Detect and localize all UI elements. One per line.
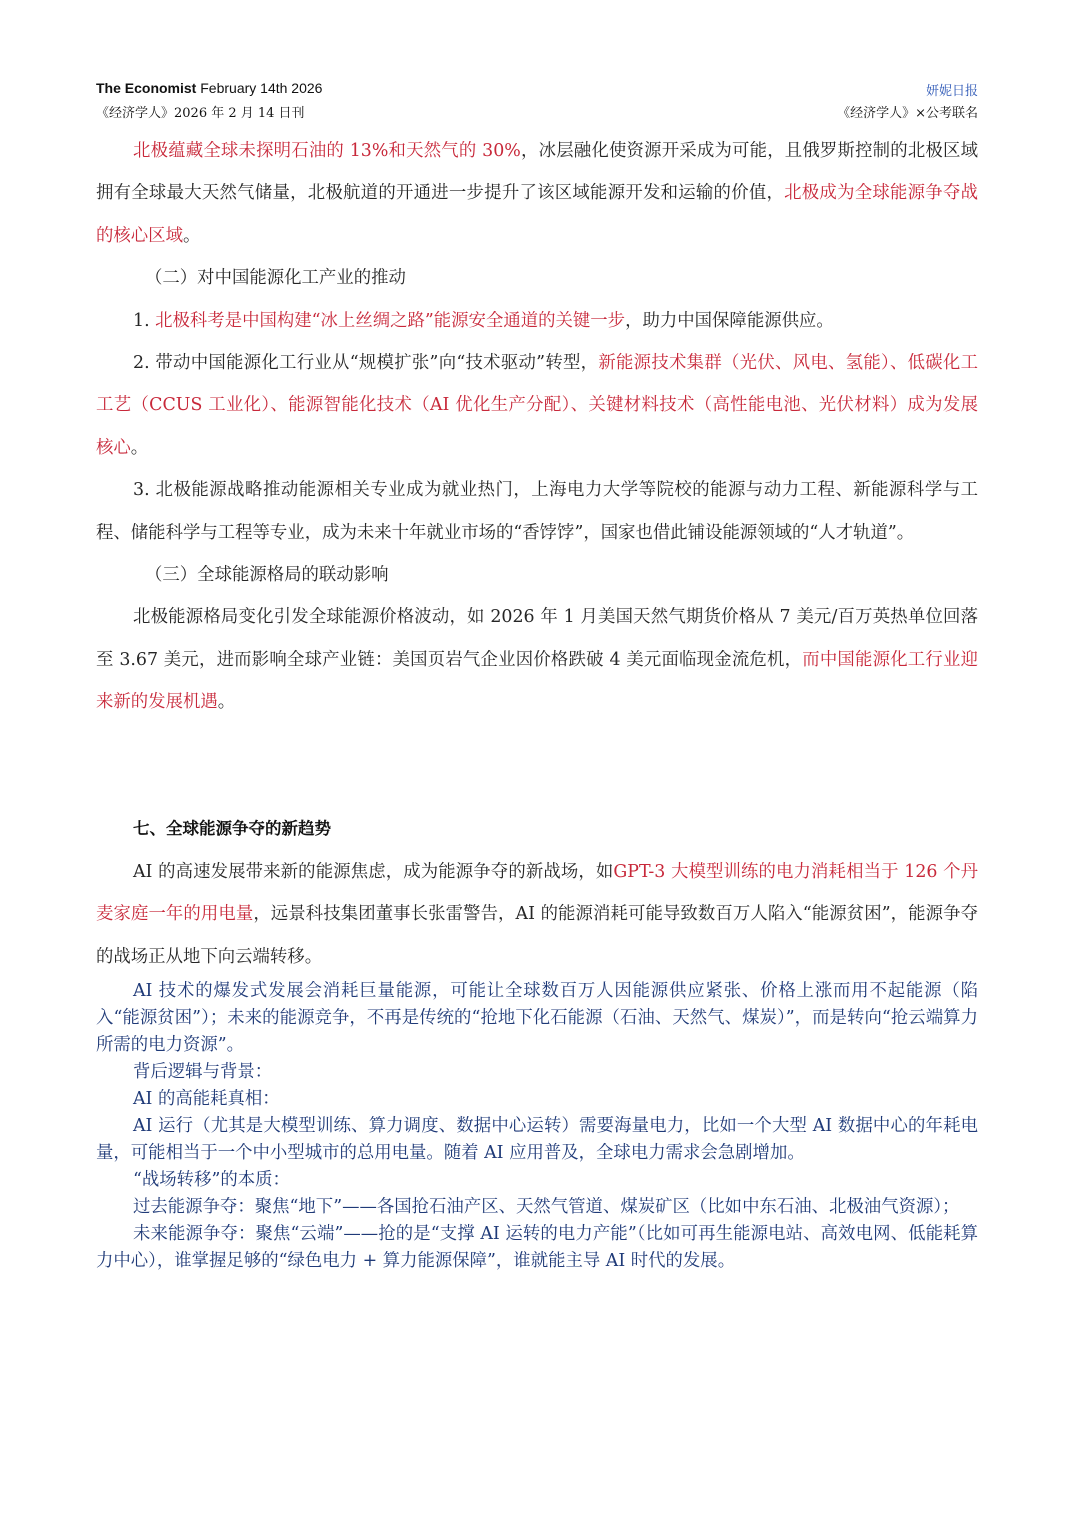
list-item-1 — [96, 300, 978, 342]
paragraph-global-impact — [96, 596, 978, 723]
subheading-3: （三）全球能源格局的联动影响 — [145, 565, 389, 586]
issue-date: February 14th 2026 — [200, 80, 323, 96]
masthead — [96, 80, 322, 96]
note-paragraph: AI 技术的爆发式发展会消耗巨量能源，可能让全球数百万人因能源供应紧张、价格上涨而用不起能源（陷入“能源贫困”）；未来的能源竞争，不再是传统的“抢地下化石能源（石油、天然气、煤炭）”，而是转向“抢云端算力所需的电力资源”。 — [96, 981, 978, 1055]
paragraph-arctic-resources — [96, 130, 978, 257]
highlight-text: 新能源技术集群（光伏、风电、氢能）、低碳化工工艺（CCUS 工业化）、能源智能化技术（AI 优化生产分配）、关键材料技术（高性能电池、光伏材料）成为发展核心 — [96, 353, 978, 458]
body-text: 2. 带动中国能源化工行业从“规模扩张”向“技术驱动”转型， — [133, 353, 599, 374]
source-tag: 妍妮日报 — [925, 84, 978, 99]
issue-cn: 《经济学人》2026 年 2 月 14 日刊 — [96, 106, 305, 121]
body-section-6 — [96, 130, 978, 724]
note-paragraph: “战场转移”的本质： — [133, 1170, 290, 1190]
highlight-text: 而中国能源化工行业迎来新的发展机遇 — [96, 649, 978, 713]
body-text: 。 — [182, 225, 201, 246]
list-item-2 — [96, 342, 978, 469]
note-paragraph: 未来能源争夺：聚焦“云端”——抢的是“支撑 AI 运转的电力产能”（比如可再生能源电站、高效电网、低能耗算力中心），谁掌握足够的“绿色电力 + 算力能源保障”，谁就能主导 AI 时代的发展。 — [96, 1224, 978, 1271]
brand-name: The Economist — [96, 80, 197, 96]
body-text: ，远景科技集团董事长张雷警告，AI 的能源消耗可能导致数百万人陷入“能源贫困”，能源争夺的战场正从地下向云端转移。 — [96, 904, 978, 967]
body-text: 。 — [217, 692, 236, 713]
body-text: 。 — [130, 437, 149, 458]
subheading-2: （二）对中国能源化工产业的推动 — [145, 268, 406, 289]
body-text: ，冰层融化使资源开采成为可能，且俄罗斯控制的北极区域拥有全球最大天然气储量，北极航道的开通进一步提升了该区域能源开发和运输的价值， — [96, 141, 978, 204]
body-text: 1. — [133, 310, 156, 331]
body-text: ，助力中国保障能源供应。 — [625, 310, 834, 331]
body-text: AI 的高速发展带来新的能源焦虑，成为能源争夺的新战场，如 — [133, 862, 614, 882]
header-row-1 — [96, 80, 978, 100]
highlight-text: 北极成为全球能源争夺战的核心区域 — [96, 183, 978, 246]
highlight-text: GPT-3 大模型训练的电力消耗相当于 126 个丹麦家庭一年的用电量 — [96, 862, 978, 925]
note-paragraph: AI 运行（尤其是大模型训练、算力调度、数据中心运转）需要海量电力，比如一个大型 AI 数据中心的年耗电量，可能相当于一个中小型城市的总用电量。随着 AI 应用普及，全球电力需求会急剧增加。 — [96, 1116, 978, 1163]
joint-tag: 《经济学人》×公考联名 — [837, 106, 978, 121]
highlight-text: 北极蕴藏全球未探明石油的 13%和天然气的 30% — [133, 141, 521, 161]
note-paragraph: AI 的高能耗真相： — [133, 1089, 280, 1109]
body-text: 北极能源格局变化引发全球能源价格波动，如 2026 年 1 月美国天然气期货价格从 7 美元/百万英热单位回落至 3.67 美元，进而影响全球产业链：美国页岩气企业因价格跌破 4 美元面临现金流危机， — [96, 607, 978, 670]
header-row-2 — [96, 102, 978, 122]
note-paragraph: 过去能源争夺：聚焦“地下”——各国抢石油产区、天然气管道、煤炭矿区（比如中东石油、北极油气资源）； — [133, 1197, 960, 1217]
section-7-intro — [96, 851, 978, 978]
paragraph-ai-energy — [96, 851, 978, 978]
list-item-3: 3. 北极能源战略推动能源相关专业成为就业热门，上海电力大学等院校的能源与动力工程、新能源科学与工程、储能科学与工程等专业，成为未来十年就业市场的“香饽饽”，国家也借此铺设能源领域的“人才轨道”。 — [96, 480, 978, 543]
highlight-text: 北极科考是中国构建“冰上丝绸之路”能源安全通道的关键一步 — [155, 310, 626, 331]
section-7-notes — [96, 978, 978, 1275]
section-7-title: 七、全球能源争夺的新趋势 — [133, 819, 331, 838]
note-paragraph: 背后逻辑与背景： — [133, 1062, 273, 1082]
